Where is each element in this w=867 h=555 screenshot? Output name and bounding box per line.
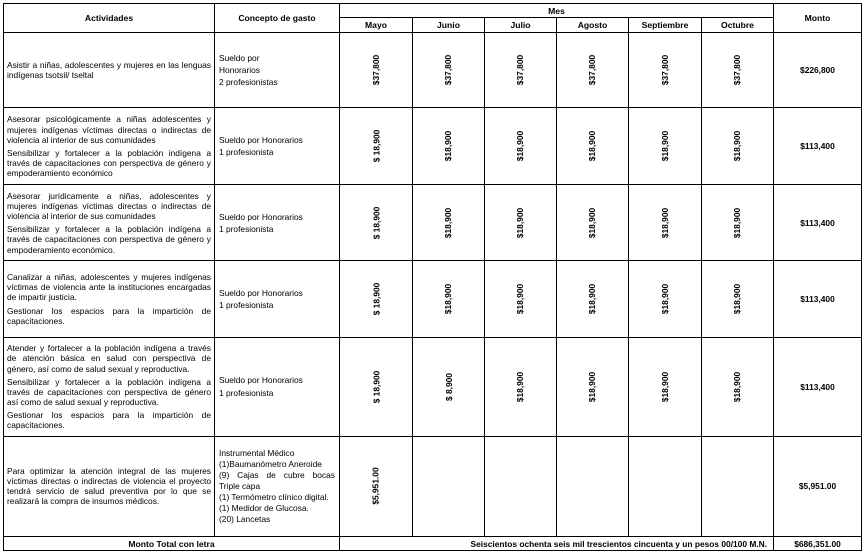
- month-amount-cell: [557, 337, 629, 436]
- month-amount: $18,900: [515, 283, 526, 315]
- footer-total-label: Monto Total con letra: [4, 537, 340, 551]
- concepto-cell: [215, 185, 340, 261]
- month-amount-cell: [485, 261, 557, 337]
- concepto-text: Sueldo por Honorarios: [219, 135, 303, 146]
- month-amount: $18,900: [515, 207, 526, 238]
- month-amount: $18,900: [515, 131, 526, 162]
- month-amount: $18,900: [732, 371, 743, 402]
- row-monto: $113,400: [774, 337, 862, 436]
- month-amount: $5,951.00: [370, 467, 381, 506]
- actividad-cell: [4, 108, 215, 185]
- month-amount-cell: [340, 436, 413, 536]
- month-amount-cell: [485, 337, 557, 436]
- concepto-text: Sueldo por Honorarios: [219, 211, 303, 222]
- concepto-text: Instrumental Médico: [219, 448, 295, 459]
- table-row: [4, 261, 862, 337]
- month-amount: $ 18,900: [370, 282, 381, 316]
- month-amount-cell: [340, 261, 413, 337]
- concepto-text: (1) Medidor de Glucosa.: [219, 502, 309, 513]
- month-amount: $18,900: [660, 283, 670, 315]
- month-amount: $18,900: [443, 207, 454, 238]
- month-amount-cell: [413, 436, 485, 536]
- month-amount: $18,900: [443, 131, 454, 162]
- month-amount-cell: [557, 436, 629, 536]
- actividad-cell: [4, 436, 215, 536]
- header-month-julio: Julio: [485, 18, 557, 33]
- month-amount-cell: [413, 185, 485, 261]
- month-amount-cell: [413, 261, 485, 337]
- month-amount-cell: [557, 108, 629, 185]
- month-amount: $18,900: [732, 131, 743, 162]
- month-amount-cell: [557, 33, 629, 108]
- concepto-text: 1 profesionista: [219, 387, 274, 398]
- table-row: [4, 337, 862, 436]
- header-concepto: Concepto de gasto: [215, 4, 340, 33]
- actividad-text: Asesorar psicológicamente a niñas adolescentes y mujeres indígenas víctimas directas o indirectas de violencia al interior de sus comunidades: [7, 114, 211, 145]
- month-amount: $18,900: [660, 371, 670, 402]
- month-amount: $37,800: [371, 54, 381, 86]
- row-monto: $226,800: [774, 33, 862, 108]
- header-month-octubre: Octubre: [702, 18, 774, 33]
- month-amount-cell: [413, 108, 485, 185]
- month-amount: $37,800: [587, 54, 598, 86]
- actividad-cell: [4, 33, 215, 108]
- actividad-cell: [4, 261, 215, 337]
- month-amount: $18,900: [587, 283, 598, 315]
- month-amount-cell: [629, 261, 702, 337]
- month-amount-cell: [629, 108, 702, 185]
- month-amount-cell: [702, 108, 774, 185]
- header-month-junio: Junio: [413, 18, 485, 33]
- month-amount: $ 18,900: [370, 129, 381, 163]
- footer-total-amount: $686,351.00: [774, 537, 862, 551]
- month-amount: $18,900: [660, 131, 670, 162]
- month-amount-cell: [702, 185, 774, 261]
- concepto-cell: [215, 33, 340, 108]
- actividad-text: Para optimizar la atención integral de las mujeres víctimas directas o indirectas de violencia el proyecto tendrá servicio de salud preventiva por lo que se realizará la compra de insumos médicos.: [7, 466, 211, 507]
- month-amount: $18,900: [587, 371, 598, 402]
- month-amount: $18,900: [515, 371, 526, 402]
- month-amount-cell: [413, 33, 485, 108]
- actividad-text: Asistir a niñas, adolescentes y mujeres en las lenguas indígenas tsotsil/ tseltal: [7, 59, 211, 81]
- concepto-text: (1)Baumanómetro Aneroide: [219, 459, 322, 470]
- concepto-text: 1 profesionista: [219, 147, 274, 158]
- actividad-text: Canalizar a niñas, adolescentes y mujeres indígenas víctimas de violencia ante la instituciones encargadas de impartir justicia.: [7, 272, 211, 303]
- footer-total-letra: Seiscientos ochenta seis mil trescientos cincuenta y un pesos 00/100 M.N.: [340, 537, 774, 551]
- concepto-text: Sueldo por Honorarios: [219, 375, 303, 386]
- month-amount: $37,800: [660, 54, 670, 86]
- month-amount-cell: [340, 337, 413, 436]
- month-amount: $37,800: [443, 54, 454, 86]
- row-monto: $113,400: [774, 185, 862, 261]
- header-month-agosto: Agosto: [557, 18, 629, 33]
- header-mes: Mes: [340, 4, 774, 18]
- month-amount-cell: [340, 33, 413, 108]
- table-row: [4, 436, 862, 536]
- concepto-text: 1 profesionista: [219, 223, 274, 234]
- concepto-cell: [215, 261, 340, 337]
- month-amount: $ 8,900: [443, 372, 454, 401]
- concepto-text: (9) Cajas de cubre bocas Triple capa: [219, 469, 335, 491]
- month-amount: $37,800: [515, 54, 526, 86]
- month-amount-cell: [557, 185, 629, 261]
- month-amount-cell: [629, 185, 702, 261]
- row-monto: $113,400: [774, 261, 862, 337]
- concepto-text: (20) Lancetas: [219, 513, 271, 524]
- row-monto: $113,400: [774, 108, 862, 185]
- month-amount: $ 18,900: [370, 206, 381, 240]
- month-amount-cell: [629, 436, 702, 536]
- concepto-text: Sueldo por: [219, 52, 260, 63]
- actividad-text: Asesorar jurídicamente a niñas, adolescentes y mujeres indígenas víctimas directas o indirectas de violencia al interior de sus comunidades: [7, 191, 211, 222]
- header-monto: Monto: [774, 4, 862, 33]
- month-amount-cell: [485, 33, 557, 108]
- concepto-text: Honorarios: [219, 64, 260, 75]
- month-amount-cell: [702, 33, 774, 108]
- month-amount-cell: [629, 337, 702, 436]
- month-amount: $18,900: [587, 207, 598, 238]
- actividad-text: Sensibilizar y fortalecer a la población indígena a través de capacitaciones con perspectiva de género así como de salud sexual y reproductiva.: [7, 376, 211, 407]
- month-amount-cell: [340, 108, 413, 185]
- month-amount-cell: [340, 185, 413, 261]
- actividad-text: Atender y fortalecer a la población indígena a través de atención básica en salud con perspectiva de género, así como de salud sexual y reproductiva.: [7, 343, 211, 374]
- concepto-cell: [215, 108, 340, 185]
- table-row: [4, 108, 862, 185]
- month-amount: $18,900: [732, 207, 743, 238]
- budget-table: [3, 3, 862, 551]
- month-amount-cell: [485, 185, 557, 261]
- month-amount-cell: [702, 337, 774, 436]
- month-amount-cell: [557, 261, 629, 337]
- month-amount-cell: [629, 33, 702, 108]
- header-month-mayo: Mayo: [340, 18, 413, 33]
- concepto-cell: [215, 436, 340, 536]
- month-amount: $18,900: [732, 283, 743, 315]
- actividad-text: Sensibilizar y fortalecer a la población indígena a través de capacitaciones con perspectiva de género y empoderamiento económico.: [7, 224, 211, 255]
- concepto-text: 2 profesionistas: [219, 77, 278, 88]
- table-row: [4, 33, 862, 108]
- month-amount-cell: [485, 436, 557, 536]
- header-month-septiembre: Septiembre: [629, 18, 702, 33]
- row-monto: $5,951.00: [774, 436, 862, 536]
- actividad-text: Sensibilizar y fortalecer a la población indígena a través de capacitaciones con perspectiva de género y empoderamiento económico: [7, 147, 211, 178]
- month-amount-cell: [702, 436, 774, 536]
- actividad-text: Gestionar los espacios para la impartición de capacitaciones.: [7, 409, 211, 430]
- month-amount-cell: [702, 261, 774, 337]
- header-actividades: Actividades: [4, 4, 215, 33]
- actividad-text: Gestionar los espacios para la impartición de capacitaciones.: [7, 305, 211, 326]
- month-amount-cell: [485, 108, 557, 185]
- month-amount: $ 18,900: [370, 370, 381, 403]
- month-amount: $37,800: [732, 54, 743, 86]
- month-amount: $18,900: [443, 283, 454, 315]
- month-amount: $18,900: [587, 131, 598, 162]
- concepto-text: 1 profesionista: [219, 299, 274, 310]
- month-amount: $18,900: [660, 207, 670, 238]
- concepto-text: Sueldo por Honorarios: [219, 287, 303, 298]
- concepto-text: (1) Termómetro clínico digital.: [219, 491, 329, 502]
- table-row: [4, 185, 862, 261]
- month-amount-cell: [413, 337, 485, 436]
- actividad-cell: [4, 337, 215, 436]
- concepto-cell: [215, 337, 340, 436]
- actividad-cell: [4, 185, 215, 261]
